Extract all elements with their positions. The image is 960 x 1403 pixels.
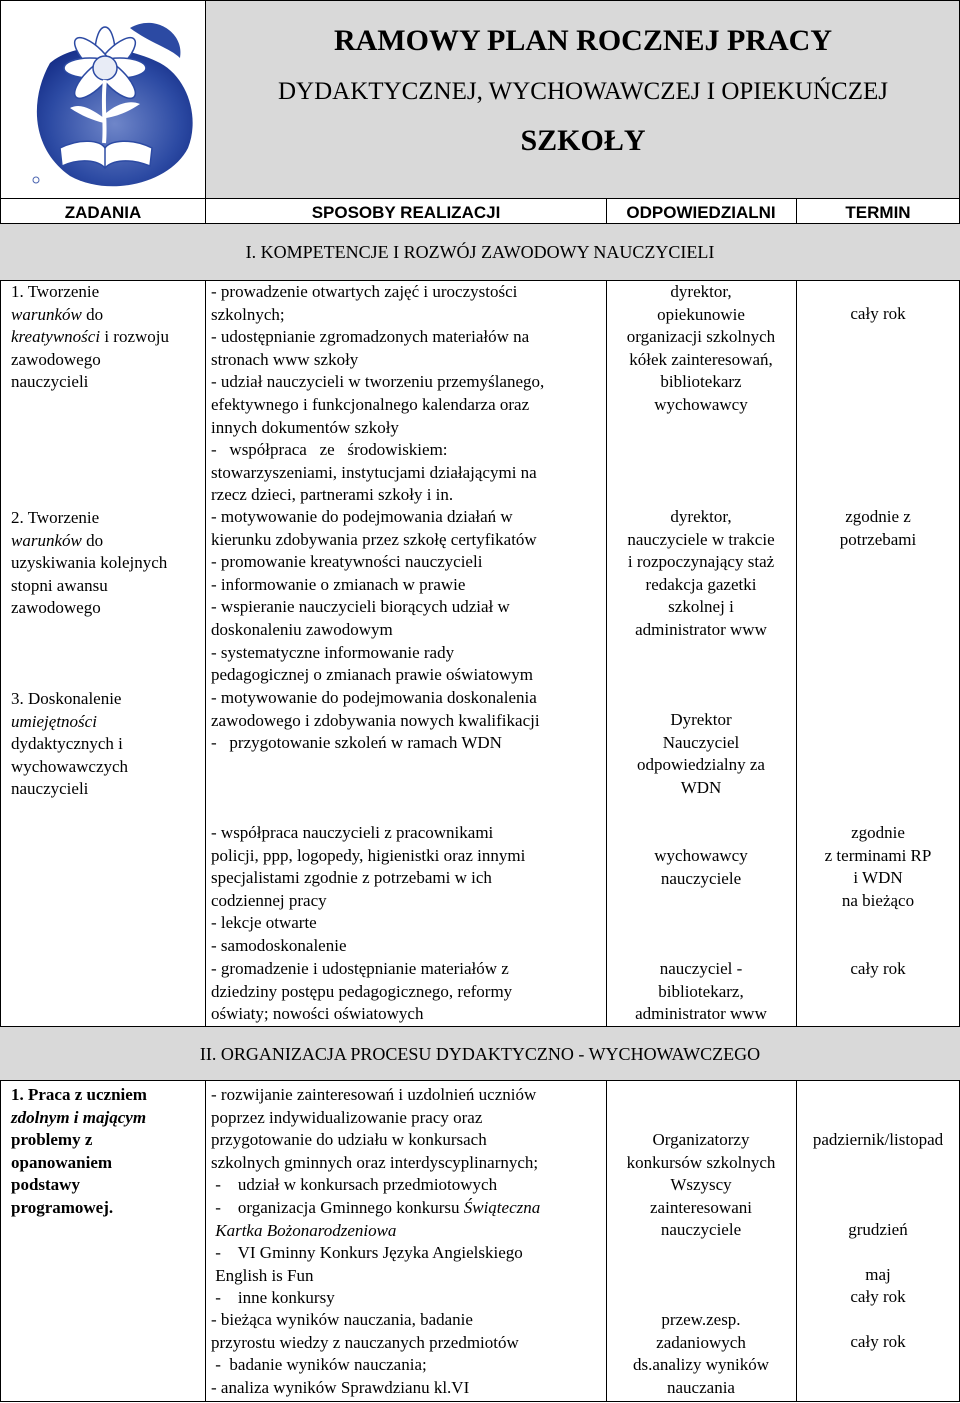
- methods-line: - analiza wyników Sprawdzianu kl.VI: [211, 1377, 470, 1397]
- responsible-line: zainteresowani: [650, 1197, 752, 1217]
- responsible-line: odpowiedzialny za: [637, 755, 765, 775]
- responsible-line: opiekunowie: [657, 304, 745, 324]
- document-title-school: SZKOŁY: [520, 124, 646, 157]
- task-line: podstawy: [11, 1175, 80, 1195]
- task-line: 1. Praca z uczniem: [11, 1085, 147, 1104]
- methods-line: specjalistami zgodnie z potrzebami w ich: [211, 868, 492, 888]
- methods-line: - udział w konkursach przedmiotowych: [211, 1175, 498, 1195]
- term-2-1a: padziernik/listopad: [812, 1130, 944, 1149]
- responsible-line: bibliotekarz,: [658, 981, 744, 1001]
- task-emphasis: zdolnym i mającym: [11, 1107, 147, 1127]
- methods-line: - lekcje otwarte: [211, 913, 317, 933]
- task-line: programowej.: [11, 1197, 114, 1217]
- term-line: i WDN: [853, 868, 903, 888]
- responsible-line: bibliotekarz: [660, 372, 742, 392]
- responsible-2-2: [606, 1309, 796, 1399]
- methods-2: [211, 506, 603, 687]
- responsible-line: konkursów szkolnych: [626, 1152, 776, 1172]
- responsible-line: WDN: [680, 777, 722, 797]
- task-1-line: nauczycieli: [11, 372, 89, 392]
- methods-line: stronach www szkoły: [211, 349, 359, 369]
- term-4: [796, 822, 960, 912]
- responsible-line: wychowawcy: [654, 846, 748, 865]
- methods-emphasis: Kartka Bożonarodzeniowa: [211, 1220, 397, 1240]
- table-border: [205, 1080, 206, 1402]
- task-3-line: nauczycieli: [11, 779, 89, 799]
- task-line: opanowaniem: [11, 1152, 113, 1172]
- methods-line: codziennej pracy: [211, 890, 327, 910]
- term-2-1c: maj: [865, 1265, 891, 1284]
- methods-line: rzecz dzieci, partnerami szkoły i in.: [211, 485, 454, 505]
- methods-line: - promowanie kreatywności nauczycieli: [211, 552, 483, 572]
- responsible-line: przew.zesp.: [661, 1310, 741, 1329]
- task-2-line: 2. Tworzenie: [11, 508, 100, 527]
- term-line: zgodnie z: [845, 507, 911, 526]
- methods-line: pedagogicznej o zmianach prawie oświatowym: [211, 665, 533, 685]
- table-border: [0, 0, 1, 223]
- methods-line: - udostępnianie zgromadzonych materiałów na: [211, 327, 530, 347]
- table-border: [205, 280, 206, 1026]
- responsible-3: [606, 709, 796, 799]
- responsible-line: organizacji szkolnych: [626, 327, 776, 347]
- task-1-line: zawodowego: [11, 349, 101, 369]
- methods-line: - informowanie o zmianach w prawie: [211, 574, 466, 594]
- methods-line: poprzez indywidualizowanie pracy oraz: [211, 1107, 483, 1127]
- methods-line: - gromadzenie i udostępnianie materiałów z: [211, 959, 509, 978]
- responsible-line: szkolnej i: [668, 597, 734, 617]
- responsible-line: nauczyciele: [660, 868, 742, 888]
- methods-line: szkolnych;: [211, 304, 285, 324]
- table-border: [0, 280, 1, 1026]
- methods-line: - wspieranie nauczycieli biorących udział w: [211, 597, 510, 617]
- responsible-line: nauczyciel -: [659, 959, 743, 978]
- responsible-line: redakcja gazetki: [645, 574, 757, 594]
- methods-2-2: [211, 1309, 603, 1399]
- methods-line: - udział nauczycieli w tworzeniu przemyślanego,: [211, 372, 545, 392]
- methods-5: [211, 958, 603, 1026]
- section-title-2: II. ORGANIZACJA PROCESU DYDAKTYCZNO - WYCHOWAWCZEGO: [199, 1044, 761, 1064]
- document-title: RAMOWY PLAN ROCZNEJ PRACY: [333, 24, 833, 57]
- task-2-line: zawodowego: [11, 598, 101, 618]
- table-border: [0, 198, 960, 199]
- table-border: [606, 198, 607, 223]
- responsible-line: nauczania: [667, 1377, 735, 1397]
- term-line: zgodnie: [851, 823, 905, 842]
- responsible-5: [606, 958, 796, 1026]
- task-3-line: dydaktycznych i: [11, 734, 123, 754]
- term-2: [796, 506, 960, 551]
- responsible-line: Organizatorzy: [652, 1130, 750, 1149]
- task-1-emphasis: warunków: [11, 304, 82, 324]
- methods-line: - współpraca nauczycieli z pracownikami: [211, 823, 494, 842]
- methods-line: kierunku zdobywania przez szkołę certyfikatów: [211, 529, 537, 549]
- table-border: [0, 1401, 960, 1402]
- task-2-text: do: [81, 530, 104, 550]
- term-2-2: cały rok: [850, 1332, 906, 1351]
- methods-line: - bieżąca wyników nauczania, badanie: [211, 1310, 473, 1329]
- responsible-4: [606, 845, 796, 890]
- methods-line: dziedziny postępu pedagogicznego, reformy: [211, 981, 513, 1001]
- task-2-line: uzyskiwania kolejnych: [11, 553, 168, 573]
- task-1-line: 1. Tworzenie: [11, 282, 100, 301]
- methods-line: [211, 1197, 603, 1220]
- methods-line: - samodoskonalenie: [211, 935, 347, 955]
- task-2-line: stopni awansu: [11, 575, 108, 595]
- methods-1: [211, 281, 603, 507]
- term-line: potrzebami: [839, 529, 917, 549]
- task-1-line: [11, 326, 203, 349]
- methods-line: - współpraca ze środowiskiem:: [211, 440, 448, 460]
- methods-line: - motywowanie do podejmowania działań w: [211, 507, 513, 526]
- methods-line: innych dokumentów szkoły: [211, 417, 399, 437]
- methods-2-1: [211, 1084, 603, 1310]
- table-border: [0, 1080, 960, 1081]
- task-3-line: 3. Doskonalenie: [11, 689, 122, 708]
- responsible-line: Dyrektor: [670, 710, 732, 729]
- methods-line: - prowadzenie otwartych zajęć i uroczystości: [211, 282, 518, 301]
- term-5: cały rok: [850, 959, 906, 978]
- responsible-line: administrator www: [635, 1004, 767, 1024]
- table-border: [0, 0, 960, 1]
- responsible-line: dyrektor,: [670, 282, 732, 301]
- methods-line: przygotowanie do udziału w konkursach: [211, 1130, 487, 1150]
- task-1-emphasis: kreatywności: [11, 327, 101, 347]
- task-1-text: i rozwoju: [100, 327, 170, 347]
- methods-line: - systematyczne informowanie rady: [211, 642, 455, 662]
- task-2-emphasis: warunków: [11, 530, 82, 550]
- responsible-1: [606, 281, 796, 417]
- column-header-term: TERMIN: [845, 203, 911, 222]
- responsible-line: Wszyscy: [670, 1175, 732, 1195]
- methods-line: English is Fun: [211, 1265, 314, 1285]
- table-border: [796, 280, 797, 1026]
- methods-text: - organizacja Gminnego konkursu: [211, 1197, 464, 1217]
- methods-line: - badanie wyników nauczania;: [211, 1355, 427, 1375]
- task-3: [11, 688, 203, 801]
- task-2: [11, 507, 203, 620]
- term-2-1b: grudzień: [848, 1220, 908, 1239]
- responsible-line: ds.analizy wyników: [633, 1355, 769, 1375]
- methods-emphasis: Świąteczna: [463, 1197, 541, 1217]
- table-border: [205, 0, 206, 223]
- methods-3: [211, 687, 603, 755]
- term-2-1d: cały rok: [850, 1287, 906, 1306]
- responsible-2-1: [606, 1129, 796, 1242]
- table-border: [796, 198, 797, 223]
- methods-4: [211, 822, 603, 958]
- methods-line: zawodowego i zdobywania nowych kwalifikacji: [211, 710, 540, 730]
- column-header-tasks: ZADANIA: [64, 203, 142, 222]
- methods-line: policji, ppp, logopedy, higienistki oraz innymi: [211, 845, 526, 865]
- task-1-text: do: [81, 304, 104, 324]
- methods-line: - inne konkursy: [211, 1288, 335, 1308]
- table-border: [0, 223, 960, 224]
- task-line: problemy z: [11, 1130, 93, 1150]
- edelweiss-book-logo-icon: [10, 8, 200, 193]
- responsible-line: administrator www: [635, 619, 767, 639]
- methods-line: - rozwijanie zainteresowań i uzdolnień uczniów: [211, 1085, 537, 1104]
- task-2-line: [11, 530, 203, 553]
- methods-line: - VI Gminny Konkurs Języka Angielskiego: [211, 1243, 523, 1263]
- column-header-responsible: ODPOWIEDZIALNI: [626, 203, 776, 222]
- term-line: na bieżąco: [841, 890, 915, 910]
- methods-line: szkolnych gminnych oraz interdyscyplinarnych;: [211, 1152, 539, 1172]
- responsible-2: [606, 506, 796, 642]
- term-1: cały rok: [850, 304, 906, 323]
- responsible-line: zadaniowych: [656, 1332, 746, 1352]
- term-line: z terminami RP: [824, 845, 932, 865]
- section-title-1: I. KOMPETENCJE I ROZWÓJ ZAWODOWY NAUCZYCIELI: [245, 242, 715, 262]
- table-border: [0, 1026, 960, 1027]
- responsible-line: wychowawcy: [654, 394, 748, 414]
- responsible-line: i rozpoczynający staż: [627, 552, 775, 572]
- task-3-emphasis: umiejętności: [11, 711, 97, 731]
- document-subtitle: DYDAKTYCZNEJ, WYCHOWAWCZEJ I OPIEKUŃCZEJ: [278, 78, 888, 105]
- task-3-line: wychowawczych: [11, 756, 129, 776]
- column-header-methods: SPOSOBY REALIZACJI: [311, 203, 501, 222]
- methods-line: - przygotowanie szkoleń w ramach WDN: [211, 733, 502, 753]
- methods-line: - motywowanie do podejmowania doskonalenia: [211, 688, 537, 707]
- responsible-line: dyrektor,: [670, 507, 732, 526]
- task-1: [11, 281, 203, 394]
- responsible-line: kółek zainteresowań,: [629, 349, 773, 369]
- methods-line: efektywnego i funkcjonalnego kalendarza oraz: [211, 394, 530, 414]
- responsible-line: nauczyciele: [660, 1220, 742, 1240]
- responsible-line: Nauczyciel: [662, 732, 740, 752]
- task-2-1: [11, 1084, 203, 1220]
- responsible-line: nauczyciele w trakcie: [627, 529, 775, 549]
- methods-line: oświaty; nowości oświatowych: [211, 1004, 424, 1024]
- task-1-line: [11, 304, 203, 327]
- methods-line: stowarzyszeniami, instytucjami działającymi na: [211, 462, 537, 482]
- methods-line: doskonaleniu zawodowym: [211, 619, 393, 639]
- table-border: [0, 1080, 1, 1402]
- methods-line: przyrostu wiedzy z nauczanych przedmiotów: [211, 1332, 519, 1352]
